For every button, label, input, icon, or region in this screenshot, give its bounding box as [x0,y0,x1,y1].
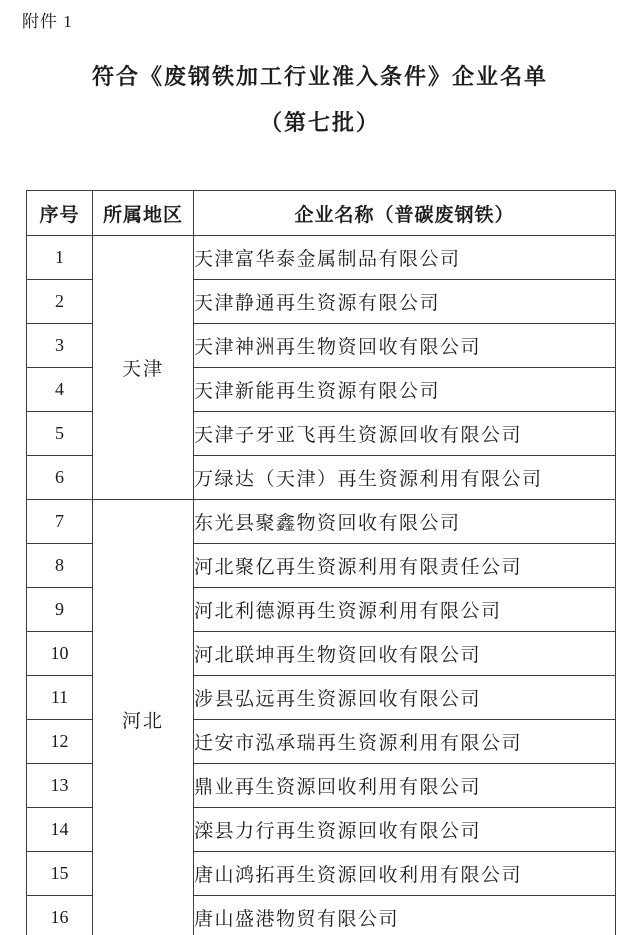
table-row [27,500,616,544]
document-subtitle: （第七批） [259,110,380,135]
row-number-cell: 6 [27,456,93,500]
company-name-cell: 河北利德源再生资源利用有限公司 [194,588,616,632]
company-name-cell: 涉县弘远再生资源回收有限公司 [194,676,616,720]
region-cell: 天津 [93,236,194,500]
column-header-region: 所属地区 [93,191,194,236]
region-cell: 河北 [93,500,194,935]
column-header-company: 企业名称（普碳废钢铁） [194,191,616,236]
row-number-cell: 16 [27,896,93,935]
company-name-cell: 东光县聚鑫物资回收有限公司 [194,500,616,544]
company-name-cell: 鼎业再生资源回收利用有限公司 [194,764,616,808]
company-name-cell: 万绿达（天津）再生资源利用有限公司 [194,456,616,500]
company-name-cell: 天津神洲再生物资回收有限公司 [194,324,616,368]
row-number-cell: 7 [27,500,93,544]
company-name-cell: 唐山盛港物贸有限公司 [194,896,616,935]
company-name-cell: 唐山鸿拓再生资源回收利用有限公司 [194,852,616,896]
table-body [27,236,616,935]
company-name-cell: 河北聚亿再生资源利用有限责任公司 [194,544,616,588]
company-name-cell: 天津子牙亚飞再生资源回收有限公司 [194,412,616,456]
attachment-label: 附件 1 [22,12,73,31]
row-number-cell: 9 [27,588,93,632]
row-number-cell: 1 [27,236,93,280]
company-name-cell: 天津新能再生资源有限公司 [194,368,616,412]
row-number-cell: 10 [27,632,93,676]
row-number-cell: 11 [27,676,93,720]
row-number-cell: 4 [27,368,93,412]
company-name-cell: 河北联坤再生物资回收有限公司 [194,632,616,676]
row-number-cell: 5 [27,412,93,456]
company-name-cell: 迁安市泓承瑞再生资源利用有限公司 [194,720,616,764]
row-number-cell: 15 [27,852,93,896]
table-row [27,236,616,280]
column-header-serial: 序号 [27,191,93,236]
row-number-cell: 3 [27,324,93,368]
row-number-cell: 8 [27,544,93,588]
row-number-cell: 14 [27,808,93,852]
company-name-cell: 天津静通再生资源有限公司 [194,280,616,324]
row-number-cell: 13 [27,764,93,808]
company-roster-table [26,190,616,935]
row-number-cell: 2 [27,280,93,324]
company-name-cell: 天津富华泰金属制品有限公司 [194,236,616,280]
row-number-cell: 12 [27,720,93,764]
company-name-cell: 滦县力行再生资源回收有限公司 [194,808,616,852]
table-header-row [27,191,616,236]
document-title: 符合《废钢铁加工行业准入条件》企业名单 [91,64,548,89]
